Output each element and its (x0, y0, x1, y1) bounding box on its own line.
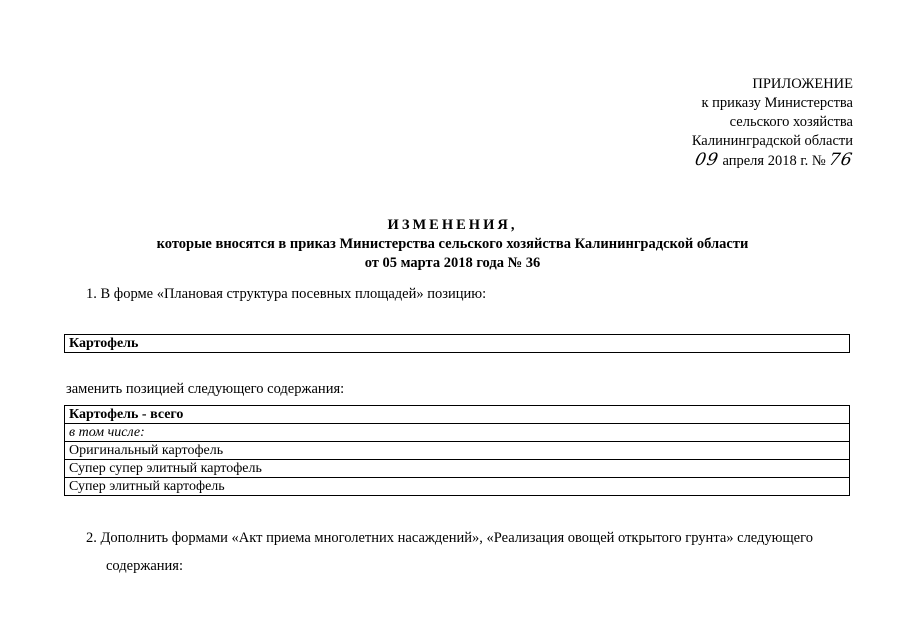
item-2 (86, 524, 846, 580)
item-2-text-line1: Дополнить формами «Акт приема многолетних насаждений», «Реализация овощей открытого грунта» следующего (100, 530, 813, 546)
table-cell: Супер супер элитный картофель (65, 460, 850, 478)
table-row (65, 460, 850, 478)
item-1-number: 1. (86, 286, 97, 302)
appendix-date-line (692, 151, 853, 171)
table-row (65, 478, 850, 496)
appendix-line-ministry: сельского хозяйства (729, 114, 853, 130)
document-subtitle-line1: которые вносятся в приказ Министерства сельского хозяйства Калининградской области (156, 236, 749, 252)
new-position-table (64, 405, 850, 496)
table-cell: Картофель - всего (65, 406, 850, 424)
table-row (65, 406, 850, 424)
item-1 (86, 285, 486, 304)
handwritten-number: 76 (827, 150, 855, 170)
document-subtitle-line2: от 05 марта 2018 года № 36 (364, 255, 541, 271)
document-title: ИЗМЕНЕНИЯ, (387, 217, 518, 233)
item-2-number: 2. (86, 530, 97, 546)
appendix-heading: ПРИЛОЖЕНИЕ (752, 76, 853, 92)
document-header (0, 216, 905, 273)
appendix-block (692, 75, 853, 171)
handwritten-day: 09 (693, 150, 721, 170)
table-cell: Оригинальный картофель (65, 442, 850, 460)
appendix-month-year: апреля 2018 г. № (722, 153, 826, 169)
replace-instruction: заменить позицией следующего содержания: (66, 381, 345, 397)
table-cell: в том числе: (65, 424, 850, 442)
old-position-table (64, 334, 850, 353)
table-row (65, 442, 850, 460)
table-cell: Супер элитный картофель (65, 478, 850, 496)
table-cell: Картофель (65, 335, 850, 353)
item-1-text: В форме «Плановая структура посевных площадей» позицию: (100, 286, 487, 302)
table-row (65, 424, 850, 442)
item-2-text-line2: содержания: (106, 558, 184, 574)
appendix-line-order: к приказу Министерства (701, 95, 853, 111)
appendix-line-region: Калининградской области (691, 133, 853, 149)
table-row (65, 335, 850, 353)
